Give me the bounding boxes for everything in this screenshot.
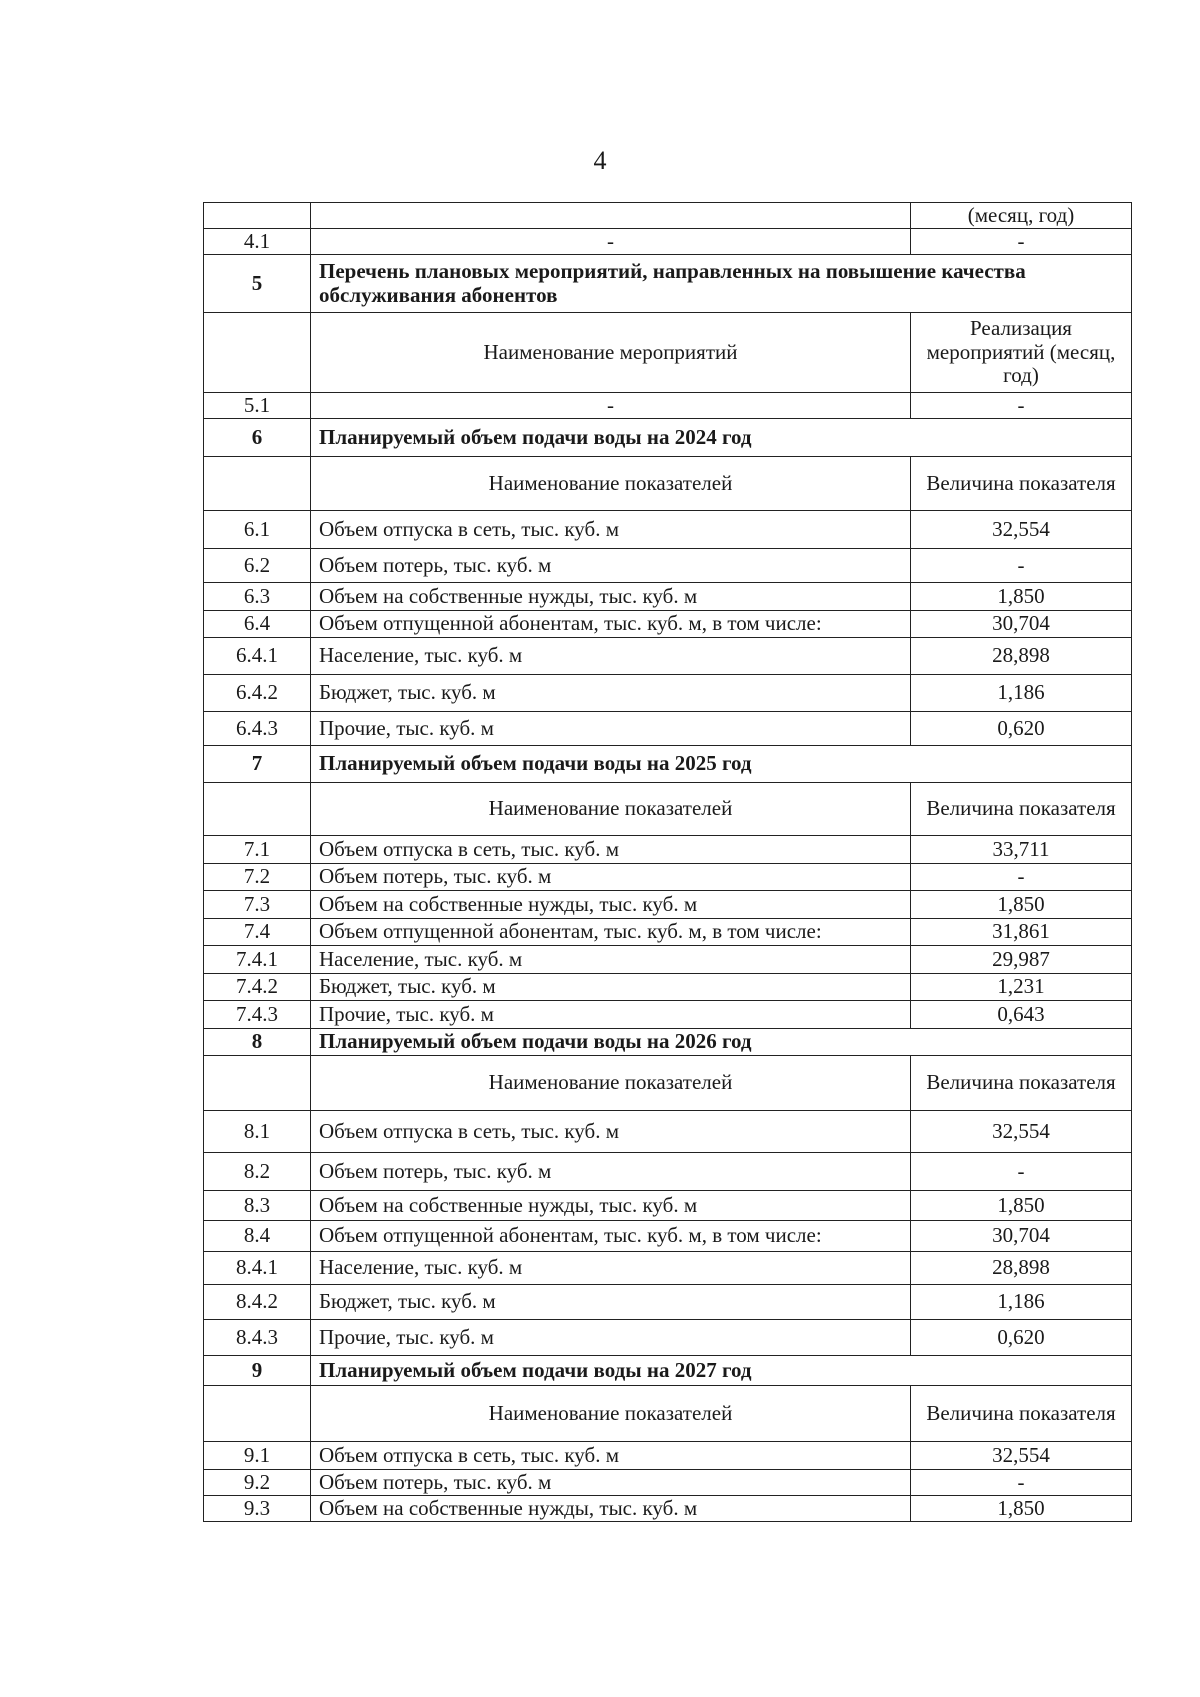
- row-number: 6.3: [204, 583, 311, 611]
- row-value: 32,554: [911, 1442, 1132, 1470]
- row-number: 6.4.2: [204, 675, 311, 712]
- section-row: [204, 1356, 1132, 1386]
- header-row: [204, 313, 1132, 393]
- row-value: 32,554: [911, 1111, 1132, 1153]
- header-row: [204, 783, 1132, 836]
- header-row: [204, 1056, 1132, 1111]
- row-name: Бюджет, тыс. куб. м: [311, 974, 911, 1001]
- row-number: [204, 203, 311, 229]
- table-row: [204, 712, 1132, 746]
- row-name: Объем отпущенной абонентам, тыс. куб. м, в том числе:: [311, 1221, 911, 1252]
- table-row: [204, 1442, 1132, 1470]
- table-row: [204, 549, 1132, 583]
- row-value: 0,643: [911, 1001, 1132, 1029]
- section-title: Планируемый объем подачи воды на 2024 год: [311, 419, 1132, 457]
- header-row: [204, 457, 1132, 511]
- row-number: 9.3: [204, 1496, 311, 1522]
- section-row: [204, 419, 1132, 457]
- table-row: [204, 1496, 1132, 1522]
- row-name: Объем отпуска в сеть, тыс. куб. м: [311, 1442, 911, 1470]
- row-name: -: [311, 229, 911, 255]
- table-row: [204, 1285, 1132, 1320]
- table-body: [204, 203, 1132, 1522]
- section-title: Планируемый объем подачи воды на 2026 год: [311, 1029, 1132, 1056]
- row-number: 8.3: [204, 1191, 311, 1221]
- row-name: Прочие, тыс. куб. м: [311, 1001, 911, 1029]
- row-number: 7.2: [204, 864, 311, 891]
- row-value: -: [911, 1470, 1132, 1496]
- row-name: [311, 203, 911, 229]
- row-name: Объем отпуска в сеть, тыс. куб. м: [311, 836, 911, 864]
- row-number: 6.1: [204, 511, 311, 549]
- row-number: 5.1: [204, 393, 311, 419]
- table-row: [204, 1252, 1132, 1285]
- row-number: 9.1: [204, 1442, 311, 1470]
- row-name: Объем потерь, тыс. куб. м: [311, 864, 911, 891]
- row-value: 1,186: [911, 1285, 1132, 1320]
- row-value: -: [911, 864, 1132, 891]
- row-name: Объем на собственные нужды, тыс. куб. м: [311, 1496, 911, 1522]
- section-row: [204, 255, 1132, 313]
- row-number: 7.4: [204, 919, 311, 946]
- column-header-value: Величина показателя: [911, 1386, 1132, 1442]
- row-value: 1,850: [911, 1496, 1132, 1522]
- row-number: 6.4: [204, 611, 311, 638]
- section-row: [204, 746, 1132, 783]
- table-row: [204, 1470, 1132, 1496]
- table-row: [204, 919, 1132, 946]
- table-row: [204, 974, 1132, 1001]
- column-header-name: Наименование показателей: [311, 457, 911, 511]
- table-row: [204, 393, 1132, 419]
- section-title: Перечень плановых мероприятий, направленных на повышение качества обслуживания абонентов: [311, 255, 1132, 313]
- row-number: 8.1: [204, 1111, 311, 1153]
- row-name: Объем потерь, тыс. куб. м: [311, 1470, 911, 1496]
- row-value: 30,704: [911, 611, 1132, 638]
- row-name: Население, тыс. куб. м: [311, 638, 911, 675]
- table-row: [204, 583, 1132, 611]
- row-name: -: [311, 393, 911, 419]
- row-number: [204, 783, 311, 836]
- row-name: Объем отпущенной абонентам, тыс. куб. м, в том числе:: [311, 611, 911, 638]
- row-number: 7.3: [204, 891, 311, 919]
- table-row: [204, 1221, 1132, 1252]
- row-number: [204, 457, 311, 511]
- section-number: 8: [204, 1029, 311, 1056]
- row-number: [204, 1056, 311, 1111]
- table-row: [204, 511, 1132, 549]
- row-number: 8.4: [204, 1221, 311, 1252]
- row-value: 1,231: [911, 974, 1132, 1001]
- data-table: [203, 202, 1132, 1522]
- table-row: [204, 1320, 1132, 1356]
- column-header-value: Величина показателя: [911, 1056, 1132, 1111]
- section-number: 5: [204, 255, 311, 313]
- column-header-name: Наименование мероприятий: [311, 313, 911, 393]
- row-value: 29,987: [911, 946, 1132, 974]
- section-number: 6: [204, 419, 311, 457]
- section-number: 9: [204, 1356, 311, 1386]
- table-row: [204, 203, 1132, 229]
- column-header-name: Наименование показателей: [311, 1386, 911, 1442]
- row-number: 4.1: [204, 229, 311, 255]
- row-name: Бюджет, тыс. куб. м: [311, 1285, 911, 1320]
- table-row: [204, 638, 1132, 675]
- row-name: Объем на собственные нужды, тыс. куб. м: [311, 583, 911, 611]
- row-number: 8.4.1: [204, 1252, 311, 1285]
- row-name: Объем на собственные нужды, тыс. куб. м: [311, 891, 911, 919]
- row-value: 28,898: [911, 1252, 1132, 1285]
- table-row: [204, 1153, 1132, 1191]
- row-value: 1,850: [911, 891, 1132, 919]
- table-row: [204, 836, 1132, 864]
- table-row: [204, 1111, 1132, 1153]
- table-row: [204, 1001, 1132, 1029]
- row-number: [204, 1386, 311, 1442]
- row-number: 6.4.1: [204, 638, 311, 675]
- table-row: [204, 891, 1132, 919]
- row-value: (месяц, год): [911, 203, 1132, 229]
- row-name: Прочие, тыс. куб. м: [311, 1320, 911, 1356]
- row-name: Объем потерь, тыс. куб. м: [311, 549, 911, 583]
- row-value: 32,554: [911, 511, 1132, 549]
- row-name: Объем потерь, тыс. куб. м: [311, 1153, 911, 1191]
- column-header-value: Реализация мероприятий (месяц, год): [911, 313, 1132, 393]
- row-value: 1,850: [911, 583, 1132, 611]
- row-number: 8.4.2: [204, 1285, 311, 1320]
- row-value: 31,861: [911, 919, 1132, 946]
- column-header-name: Наименование показателей: [311, 783, 911, 836]
- row-number: 7.4.3: [204, 1001, 311, 1029]
- row-name: Объем отпуска в сеть, тыс. куб. м: [311, 1111, 911, 1153]
- row-value: -: [911, 549, 1132, 583]
- table-row: [204, 1191, 1132, 1221]
- row-number: 7.4.1: [204, 946, 311, 974]
- table-row: [204, 946, 1132, 974]
- section-title: Планируемый объем подачи воды на 2027 год: [311, 1356, 1132, 1386]
- row-number: 6.4.3: [204, 712, 311, 746]
- row-number: 6.2: [204, 549, 311, 583]
- row-number: 7.4.2: [204, 974, 311, 1001]
- row-value: 0,620: [911, 712, 1132, 746]
- table-row: [204, 675, 1132, 712]
- row-number: [204, 313, 311, 393]
- page-number: 4: [593, 146, 607, 175]
- row-name: Население, тыс. куб. м: [311, 946, 911, 974]
- row-name: Объем на собственные нужды, тыс. куб. м: [311, 1191, 911, 1221]
- table-row: [204, 611, 1132, 638]
- table-row: [204, 229, 1132, 255]
- row-name: Прочие, тыс. куб. м: [311, 712, 911, 746]
- row-value: -: [911, 393, 1132, 419]
- row-number: 8.4.3: [204, 1320, 311, 1356]
- section-title: Планируемый объем подачи воды на 2025 год: [311, 746, 1132, 783]
- row-name: Бюджет, тыс. куб. м: [311, 675, 911, 712]
- column-header-value: Величина показателя: [911, 457, 1132, 511]
- row-number: 7.1: [204, 836, 311, 864]
- row-value: 1,850: [911, 1191, 1132, 1221]
- row-name: Объем отпущенной абонентам, тыс. куб. м, в том числе:: [311, 919, 911, 946]
- row-number: 9.2: [204, 1470, 311, 1496]
- table-row: [204, 864, 1132, 891]
- row-value: -: [911, 229, 1132, 255]
- row-name: Объем отпуска в сеть, тыс. куб. м: [311, 511, 911, 549]
- column-header-value: Величина показателя: [911, 783, 1132, 836]
- row-value: -: [911, 1153, 1132, 1191]
- row-name: Население, тыс. куб. м: [311, 1252, 911, 1285]
- row-value: 33,711: [911, 836, 1132, 864]
- row-number: 8.2: [204, 1153, 311, 1191]
- column-header-name: Наименование показателей: [311, 1056, 911, 1111]
- row-value: 1,186: [911, 675, 1132, 712]
- header-row: [204, 1386, 1132, 1442]
- row-value: 28,898: [911, 638, 1132, 675]
- row-value: 30,704: [911, 1221, 1132, 1252]
- row-value: 0,620: [911, 1320, 1132, 1356]
- section-row: [204, 1029, 1132, 1056]
- section-number: 7: [204, 746, 311, 783]
